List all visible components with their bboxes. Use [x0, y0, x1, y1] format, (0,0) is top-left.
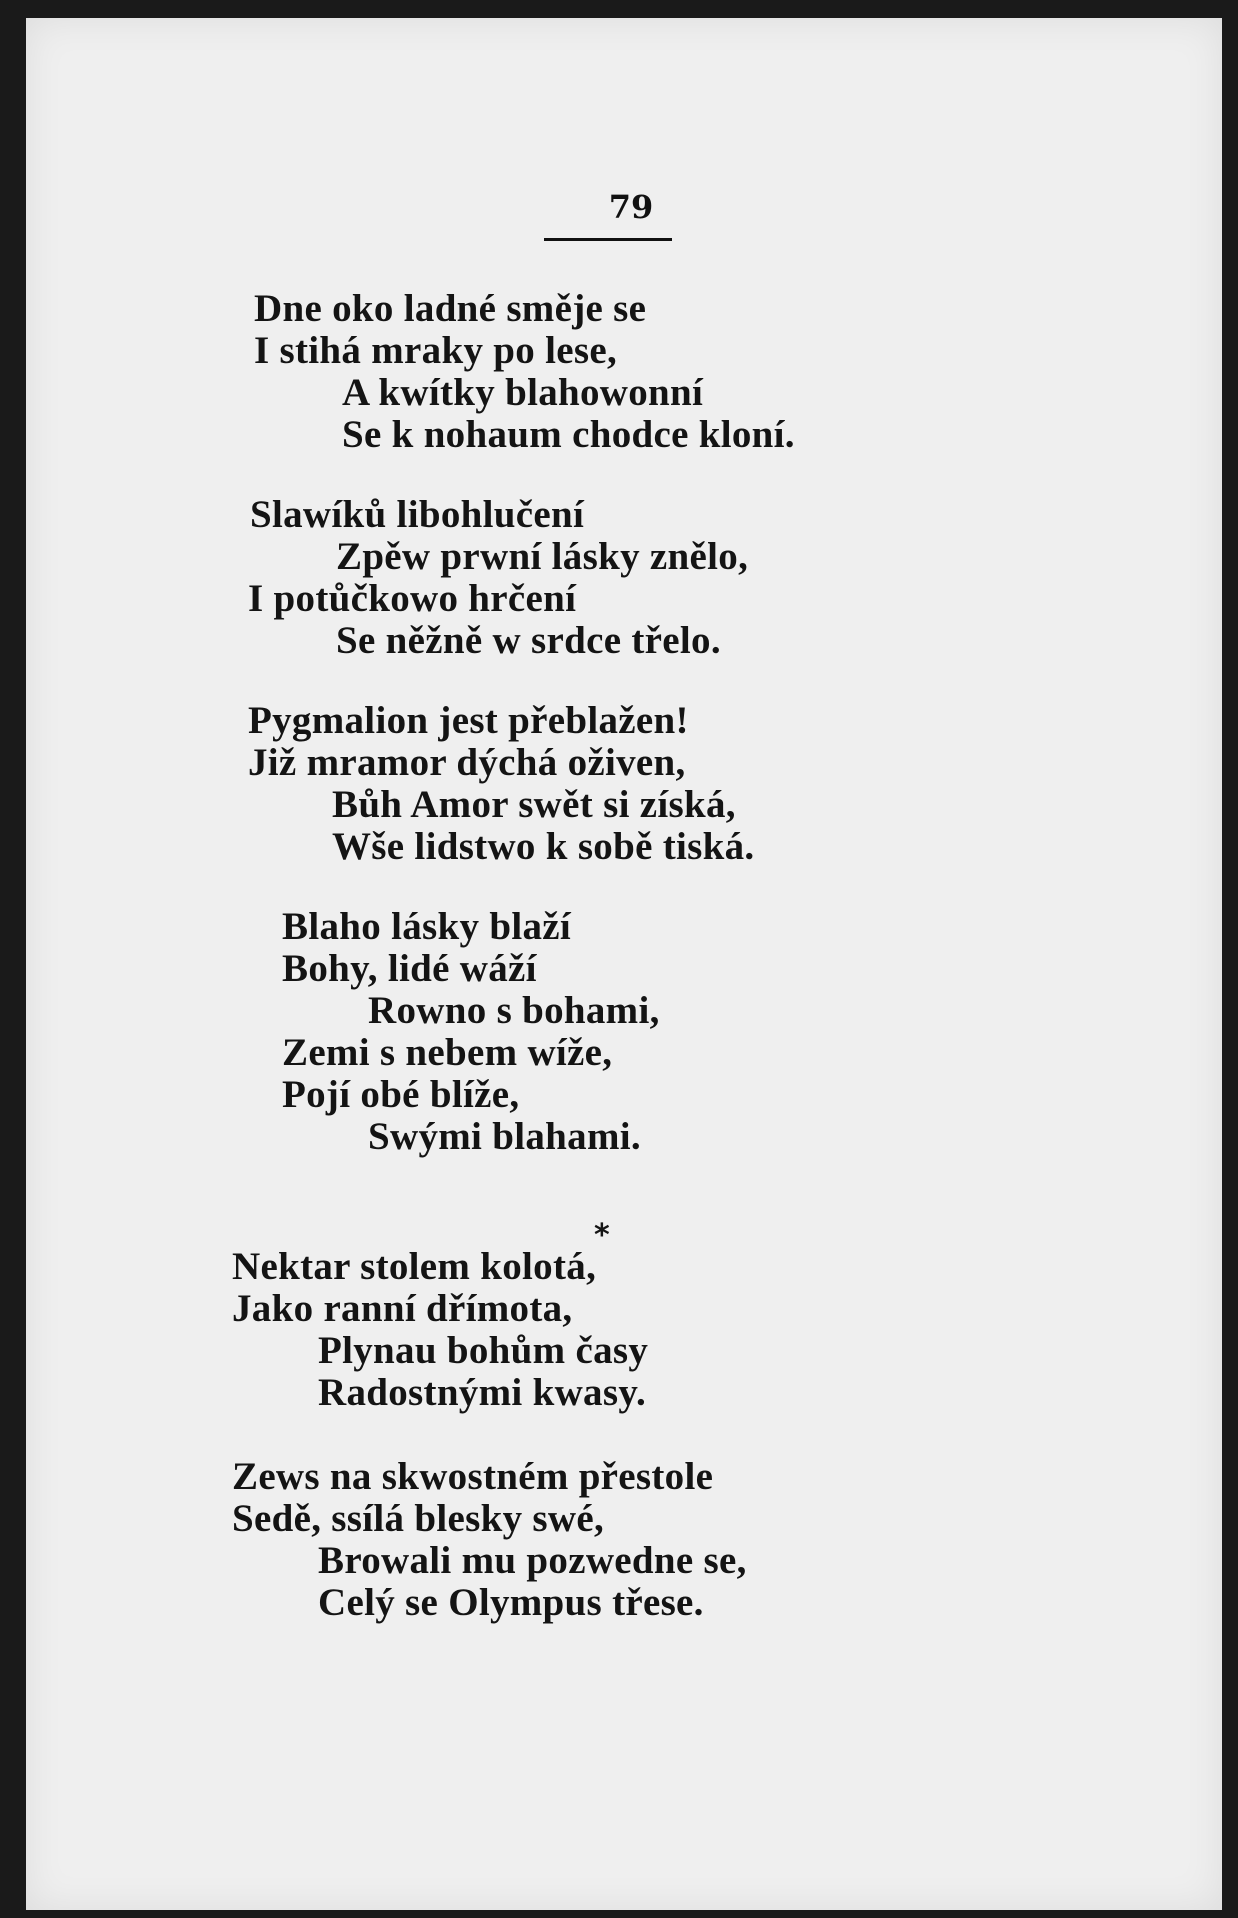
poem-line: Zemi s nebem wíže, — [282, 1031, 613, 1074]
poem-line: Pygmalion jest přeblažen! — [248, 699, 689, 742]
poem-line: Pojí obé blíže, — [282, 1073, 520, 1116]
poem-line: Radostnými kwasy. — [318, 1371, 647, 1414]
poem-line: Rowno s bohami, — [368, 989, 660, 1032]
poem-line: Bohy, lidé wáží — [282, 947, 537, 990]
poem-line: Sedě, ssílá blesky swé, — [232, 1497, 605, 1540]
poem-line: Celý se Olympus třese. — [318, 1581, 704, 1624]
poem-line: I potůčkowo hrčení — [248, 577, 577, 620]
page-number: 79 — [608, 188, 654, 226]
poem-line: Plynau bohům časy — [318, 1329, 649, 1372]
page-number-rule — [544, 238, 672, 241]
stanza-separator-asterisk: * — [594, 1218, 610, 1253]
poem-line: Nektar stolem kolotá, — [232, 1245, 597, 1288]
poem-line: Jako ranní dřímota, — [232, 1287, 573, 1330]
poem-line: Browali mu pozwedne se, — [318, 1539, 747, 1582]
poem-line: Dne oko ladné směje se — [254, 287, 647, 330]
poem-line: Blaho lásky blaží — [282, 905, 572, 948]
poem-line: Se něžně w srdce třelo. — [336, 619, 721, 662]
poem-line: I stihá mraky po lese, — [254, 329, 618, 372]
poem-line: Již mramor dýchá oživen, — [248, 741, 686, 784]
poem-line: Zews na skwostném přestole — [232, 1455, 714, 1498]
book-page — [26, 18, 1222, 1910]
poem-line: Bůh Amor swět si získá, — [332, 783, 736, 826]
poem-line: Se k nohaum chodce kloní. — [342, 413, 795, 456]
poem-line: A kwítky blahowonní — [342, 371, 704, 414]
poem-line: Swými blahami. — [368, 1115, 641, 1158]
poem-line: Wše lidstwo k sobě tiská. — [332, 825, 755, 868]
poem-line: Zpěw prwní lásky znělo, — [336, 535, 749, 578]
poem-line: Slawíků libohlučení — [250, 493, 585, 536]
